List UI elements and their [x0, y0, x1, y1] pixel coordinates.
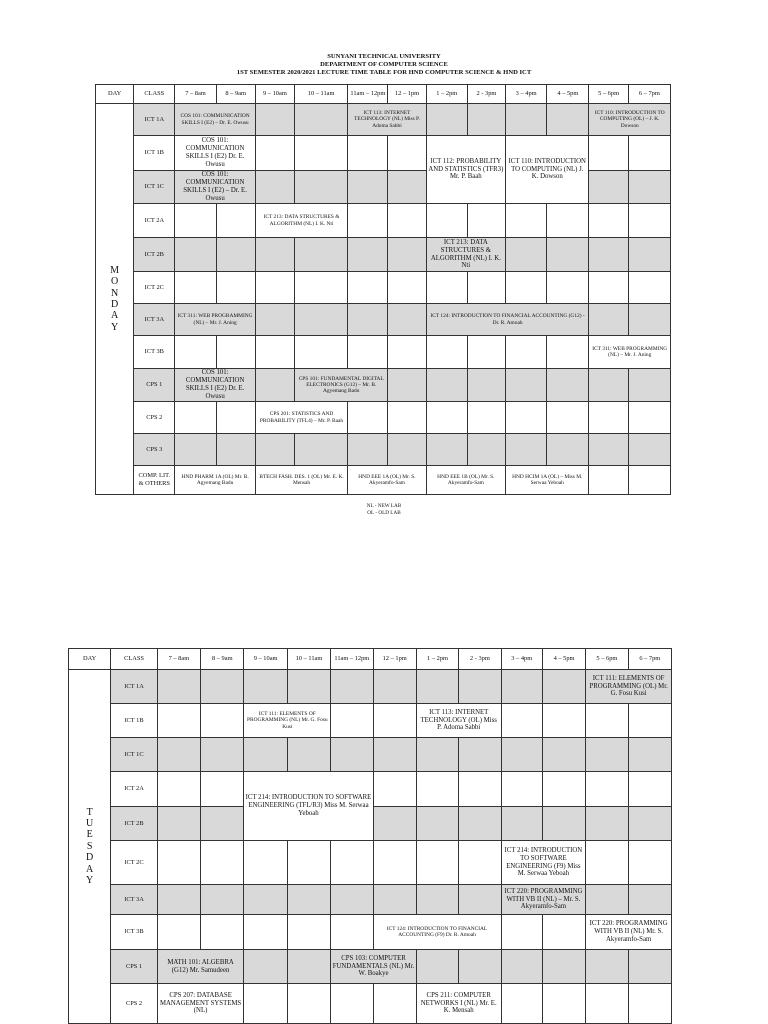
- col-day: DAY: [96, 85, 134, 104]
- col-6-7pm: 6 – 7pm: [628, 649, 671, 670]
- col-5-6pm: 5 – 6pm: [589, 85, 628, 104]
- table-row: [96, 336, 671, 369]
- table-row: [96, 466, 671, 495]
- col-4-5pm: 4 – 5pm: [542, 649, 585, 670]
- course-cell: ICT 213: DATA STRUCTURES & ALGORITHM (NL) I. K. Nti: [426, 238, 505, 272]
- class-label: ICT 2A: [111, 772, 157, 807]
- col-day: DAY: [69, 649, 111, 670]
- department-name: DEPARTMENT OF COMPUTER SCIENCE: [320, 61, 448, 68]
- course-cell: ICT 113: INTERNET TECHNOLOGY (NL) Miss P. Adoma Sabbi: [348, 104, 426, 136]
- table-row: [96, 204, 671, 238]
- class-label: ICT 1C: [111, 738, 157, 772]
- class-label: ICT 1B: [111, 704, 157, 738]
- course-cell: ICT 311: WEB PROGRAMMING (NL) – Mr. J. Aning: [589, 336, 671, 369]
- course-cell: HND EEE 1A (OL) Mr. S. Akyeramfo-Sam: [348, 466, 426, 495]
- course-cell: COS 101: COMMUNICATION SKILLS I (E2) Dr. E. Owusu: [175, 136, 255, 171]
- table-row: [96, 104, 671, 136]
- col-8-9am: 8 – 9am: [201, 649, 244, 670]
- table-row: [96, 136, 671, 171]
- col-11am-12pm: 11am – 12pm: [348, 85, 388, 104]
- header-row: [96, 85, 671, 104]
- table-row: [96, 369, 671, 402]
- course-cell: ICT 110: INTRODUCTION TO COMPUTING (OL) – J. K. Dowson: [589, 104, 671, 136]
- timetable-title: 1ST SEMESTER 2020/2021 LECTURE TIME TABLE FOR HND COMPUTER SCIENCE & HND ICT: [236, 69, 532, 76]
- course-cell: CPS 211: COMPUTER NETWORKS I (NL) Mr. E. K. Mensah: [416, 984, 501, 1024]
- class-label: ICT 1A: [111, 670, 157, 704]
- course-cell: ICT 311: WEB PROGRAMMING (NL) – Mr. J. Aning: [175, 304, 255, 336]
- course-cell: CPS 207: DATABASE MANAGEMENT SYSTEMS (NL): [157, 984, 244, 1024]
- day-label-monday: [96, 104, 134, 495]
- col-10-11am: 10 – 11am: [295, 85, 348, 104]
- class-label: ICT 2C: [111, 841, 157, 885]
- day-text: T U E S D A Y: [86, 806, 94, 887]
- col-6-7pm: 6 – 7pm: [628, 85, 670, 104]
- col-8-9am: 8 – 9am: [216, 85, 255, 104]
- course-cell: BTECH FASH. DES. 1 (OL) Mr. E. K. Mensah: [255, 466, 347, 495]
- col-class: CLASS: [134, 85, 175, 104]
- course-cell: COS 101: COMMUNICATION SKILLS I (E2) – Dr. E. Owusu: [175, 171, 255, 204]
- col-7-8am: 7 – 8am: [175, 85, 216, 104]
- day-text: M O N D A Y: [110, 264, 120, 333]
- class-label: ICT 2A: [134, 204, 175, 238]
- col-2-3pm: 2 - 3pm: [467, 85, 505, 104]
- class-label: ICT 2B: [111, 807, 157, 841]
- course-cell: COS 101: COMMUNICATION SKILLS I (E2) Dr. E. Owusu: [175, 369, 255, 402]
- course-cell: ICT 220: PROGRAMMING WITH VB II (NL) Mr. S. Akyeramfo-Sam: [586, 915, 672, 950]
- col-5-6pm: 5 – 6pm: [586, 649, 628, 670]
- class-label: CPS 1: [134, 369, 175, 402]
- class-label: CPS 2: [111, 984, 157, 1024]
- class-label: CPS 2: [134, 402, 175, 434]
- course-cell: COS 101: COMMUNICATION SKILLS I (E2) – Dr. E. Owusu: [175, 104, 255, 136]
- header-row: [69, 649, 672, 670]
- class-label: CPS 1: [111, 950, 157, 984]
- class-label: ICT 2C: [134, 272, 175, 304]
- table-row: [96, 272, 671, 304]
- table-row: [69, 915, 672, 950]
- col-1-2pm: 1 – 2pm: [426, 85, 467, 104]
- table-row: [69, 704, 672, 738]
- monday-timetable: [95, 84, 671, 495]
- course-cell: CPS 101: FUNDAMENTAL DIGITAL ELECTRONICS (G12) – Mr. B. Agyemang Badu: [295, 369, 388, 402]
- col-9-10am: 9 – 10am: [244, 649, 287, 670]
- course-cell: CPS 201: STATISTICS AND PROBABILITY (TFL4) – Mr. P. Baah: [255, 402, 347, 434]
- course-cell: ICT 112: PROBABILITY AND STATISTICS (TFR3) Mr. P. Baah: [426, 136, 505, 204]
- class-label: ICT 1B: [134, 136, 175, 171]
- university-name: SUNYANI TECHNICAL UNIVERSITY: [327, 53, 441, 60]
- table-row: [69, 950, 672, 984]
- col-9-10am: 9 – 10am: [255, 85, 294, 104]
- class-label: ICT 3B: [111, 915, 157, 950]
- col-11am-12pm: 11am – 12pm: [331, 649, 373, 670]
- course-cell: MATH 101: ALGEBRA (G12) Mr. Samudeen: [157, 950, 244, 984]
- table-row: [69, 670, 672, 704]
- class-label: CPS 3: [134, 434, 175, 466]
- course-cell: ICT 110: INTRODUCTION TO COMPUTING (NL) J. K. Dowson: [506, 136, 589, 204]
- course-cell: ICT 214: INTRODUCTION TO SOFTWARE ENGINEERING (F9) Miss M. Serwaa Yeboah: [501, 841, 586, 885]
- day-label-tuesday: [69, 670, 111, 1024]
- table-row: [96, 238, 671, 272]
- col-3-4pm: 3 – 4pm: [501, 649, 542, 670]
- class-label: ICT 3A: [111, 885, 157, 915]
- table-row: [69, 885, 672, 915]
- col-7-8am: 7 – 8am: [157, 649, 200, 670]
- course-cell: ICT 111: ELEMENTS OF PROGRAMMING (NL) Mr. G. Fosu Kusi: [244, 704, 331, 738]
- course-cell: HND HCIM 1A (OL) – Miss M. Serwaa Yeboah: [506, 466, 589, 495]
- class-label: ICT 3A: [134, 304, 175, 336]
- class-label: ICT 3B: [134, 336, 175, 369]
- tuesday-timetable: [68, 648, 672, 1024]
- table-row: [69, 738, 672, 772]
- course-cell: HND EEE 1B (OL) Mr. S. Akyeramfo-Sam: [426, 466, 505, 495]
- course-cell: ICT 220: PROGRAMMING WITH VB II (NL) – Mr. S. Akyeramfo-Sam: [501, 885, 586, 915]
- col-3-4pm: 3 – 4pm: [506, 85, 547, 104]
- col-12-1pm: 12 – 1pm: [373, 649, 416, 670]
- course-cell: ICT 111: ELEMENTS OF PROGRAMMING (OL) Mr. G. Fosu Kusi: [586, 670, 672, 704]
- table-row: [69, 841, 672, 885]
- table-row: [96, 434, 671, 466]
- course-cell: CPS 103: COMPUTER FUNDAMENTALS (NL) Mr. W. Boakye: [331, 950, 417, 984]
- col-class: CLASS: [111, 649, 157, 670]
- course-cell: HND PHARM 1A (OL) Mr. B. Agyemang Badu: [175, 466, 255, 495]
- col-12-1pm: 12 – 1pm: [388, 85, 426, 104]
- col-4-5pm: 4 – 5pm: [547, 85, 589, 104]
- class-label: ICT 1C: [134, 171, 175, 204]
- table-row: [96, 402, 671, 434]
- col-10-11am: 10 – 11am: [287, 649, 330, 670]
- table-row: [96, 304, 671, 336]
- class-label: ICT 2B: [134, 238, 175, 272]
- col-1-2pm: 1 – 2pm: [416, 649, 458, 670]
- legend-old-lab: OL - OLD LAB: [367, 510, 401, 516]
- course-cell: ICT 213: DATA STRUCTURES & ALGORITHM (NL) I. K. Nti: [255, 204, 347, 238]
- legend-new-lab: NL - NEW LAB: [366, 503, 402, 509]
- course-cell: ICT 214: INTRODUCTION TO SOFTWARE ENGINEERING (TFL/R3) Miss M. Serwaa Yeboah: [244, 772, 373, 841]
- course-cell: ICT 124: INTRODUCTION TO FINANCIAL ACCOUNTING (F9) Dr. R. Amoah: [373, 915, 501, 950]
- course-cell: ICT 113: INTERNET TECHNOLOGY (OL) Miss P. Adoma Sabbi: [416, 704, 501, 738]
- class-label: COMP. LIT. & OTHERS: [134, 466, 175, 495]
- class-label: ICT 1A: [134, 104, 175, 136]
- col-2-3pm: 2 - 3pm: [459, 649, 501, 670]
- table-row: [69, 984, 672, 1024]
- course-cell: ICT 124: INTRODUCTION TO FINANCIAL ACCOUNTING (G12) - Dr. R. Amoah: [426, 304, 589, 336]
- table-row: [69, 772, 672, 807]
